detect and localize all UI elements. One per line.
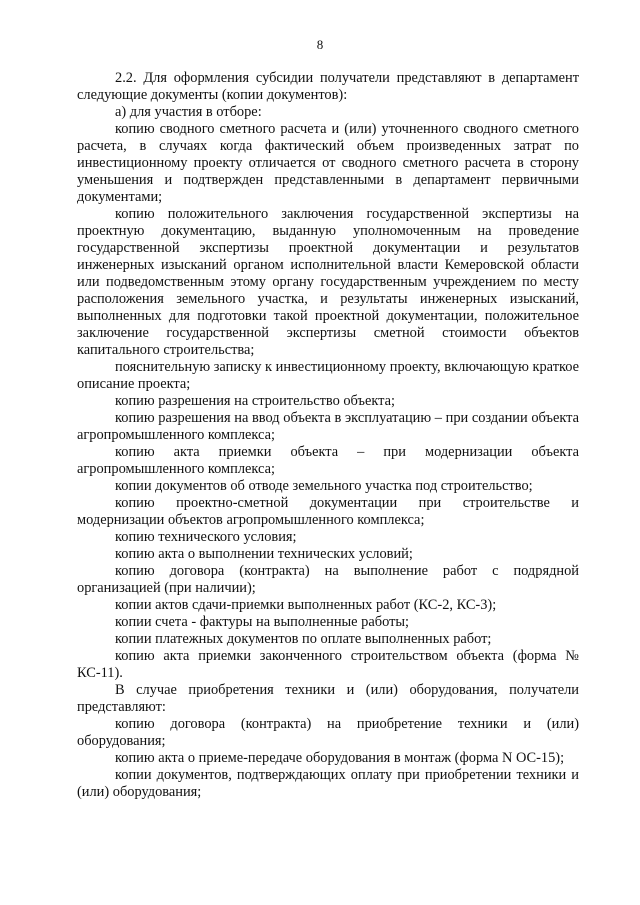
paragraph-invoices: копии счета - фактуры на выполненные работы; <box>115 614 410 630</box>
paragraph-contractor-agreement: копию договора (контракта) на выполнение работ с подрядной организацией (при наличии); <box>77 563 579 596</box>
paragraph-ks11-act: копию акта приемки законченного строительством объекта (форма № КС-11). <box>77 648 579 681</box>
document-body <box>77 70 579 801</box>
paragraph-2-2-intro: 2.2. Для оформления субсидии получатели представляют в департамент следующие документы (копии документов): <box>77 70 579 103</box>
paragraph-expertise-copy: копию положительного заключения государственной экспертизы на проектную документацию, выданную уполномоченным на проведение государственной экспертизы проектной документации и результатов инженерных изысканий органом исполнительной власти Кемеровской области или подведомственным этому органу государственным учреждением по месту расположения земельного участка, и результаты инженерных изысканий, выполненных для подготовки такой проектной документации, положительное заключение государственной экспертизы сметной стоимости объектов капитального строительства; <box>77 206 579 358</box>
paragraph-explanatory-note: пояснительную записку к инвестиционному проекту, включающую краткое описание проекта; <box>77 359 579 392</box>
paragraph-acceptance-act: копию акта приемки объекта – при модернизации объекта агропромышленного комплекса; <box>77 444 579 477</box>
paragraph-commissioning-permit: копию разрешения на ввод объекта в эксплуатацию – при создании объекта агропромышленного комплекса; <box>77 410 579 443</box>
paragraph-building-permit: копию разрешения на строительство объекта; <box>115 393 395 409</box>
paragraph-os15-act: копию акта о приеме-передаче оборудования в монтаж (форма N ОС-15); <box>115 750 565 766</box>
paragraph-land-allotment: копии документов об отводе земельного участка под строительство; <box>115 478 533 494</box>
paragraph-selection-heading: а) для участия в отборе: <box>115 104 262 120</box>
page-number: 8 <box>316 37 324 52</box>
paragraph-ks-acts: копии актов сдачи-приемки выполненных работ (КС-2, КС-3); <box>115 597 497 613</box>
paragraph-estimate-copy: копию сводного сметного расчета и (или) уточненного сводного сметного расчета, в случаях когда фактический объем произведенных затрат по инвестиционному проекту отличается от сводного сметного расчета в сторону уменьшения и подтвержден представленными в департамент первичными документами; <box>77 121 579 205</box>
paragraph-equipment-contract: копию договора (контракта) на приобретение техники и (или) оборудования; <box>77 716 579 749</box>
paragraph-technical-conditions-act: копию акта о выполнении технических условий; <box>115 546 413 562</box>
paragraph-payment-documents: копии платежных документов по оплате выполненных работ; <box>115 631 492 647</box>
paragraph-technical-conditions: копию технического условия; <box>115 529 297 545</box>
paragraph-equipment-intro: В случае приобретения техники и (или) оборудования, получатели представляют: <box>77 682 579 715</box>
paragraph-design-documentation: копию проектно-сметной документации при строительстве и модернизации объектов агропромышленного комплекса; <box>77 495 579 528</box>
paragraph-payment-confirmation: копии документов, подтверждающих оплату при приобретении техники и (или) оборудования; <box>77 767 579 800</box>
